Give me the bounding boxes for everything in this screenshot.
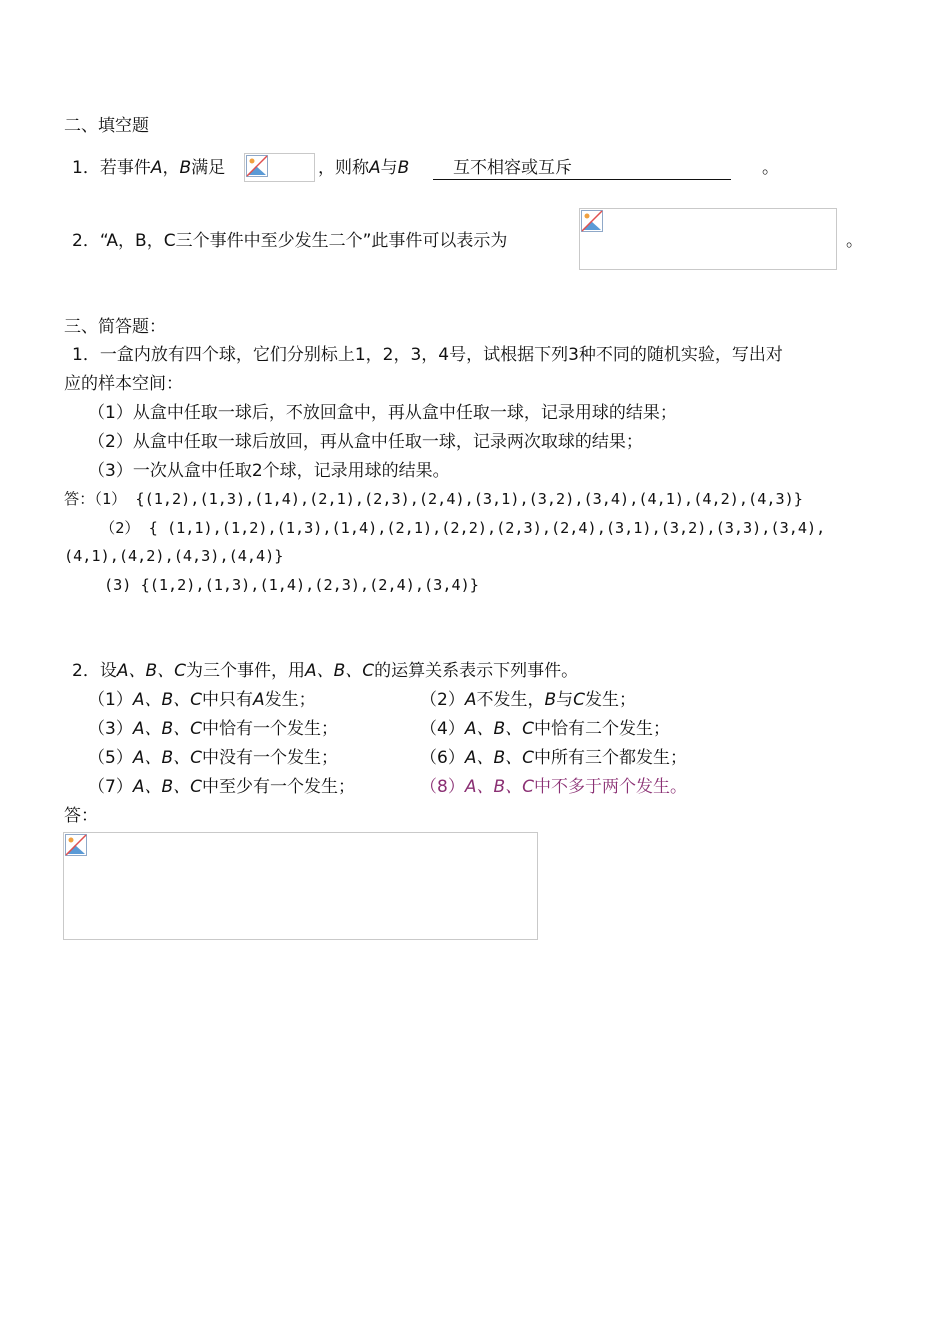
q1-with: 与 [380,158,398,178]
formula-image-answer [63,832,538,940]
q1-answer-blank [433,157,731,180]
q2-period: 。 [846,231,863,251]
event-vars: A、B、C [464,719,534,739]
section-heading-short-answer: 三、简答题： [64,317,166,337]
var-a: A [369,158,381,178]
item-text: 中只有 [202,690,253,710]
item-num: （3） [88,719,133,739]
comma: ， [162,158,180,178]
event-vars: A、B、C [132,748,202,768]
item-text: 不发生， [476,690,545,710]
s3-q2-item-7 [88,776,355,798]
item-tail: 与 [556,690,574,710]
s3-q2-intro [72,660,578,682]
s3-q1-answer-2a: （2） { (1,1),(1,2),(1,3),(1,4),(2,1),(2,2),(2,3),(2,4),(3,1),(3,2),(3,3),(3,4), [100,519,826,537]
item-num: （1） [88,690,133,710]
item-num: （7） [88,777,133,797]
s3-q2-item-5 [88,747,338,769]
event-vars: A、B、C [132,719,202,739]
section-heading-fill-blank: 二、填空题 [64,116,149,136]
q2-intro-suffix: 的运算关系表示下列事件。 [374,661,579,681]
item-num: （6） [420,748,465,768]
item-num: （2） [420,690,465,710]
event-vars: A、B、C [132,777,202,797]
broken-image-icon [65,834,87,856]
item-text: 中没有一个发生； [202,748,338,768]
s3-q2-item-1 [88,689,316,711]
q2-intro-prefix: 2．设 [72,661,117,681]
s3-q1-line2: 应的样本空间： [64,374,183,394]
item-num: （8） [420,777,465,797]
q1-after-box: ，则称 [318,158,369,178]
s3-q1-sub2: （2）从盒中任取一球后放回，再从盒中任取一球，记录两次取球的结果； [88,432,643,452]
event-vars: A、B、C [464,748,534,768]
item-num: （4） [420,719,465,739]
event-vars: A、B、C [305,661,375,681]
event-var: C [573,690,586,710]
broken-image-icon [246,155,268,177]
q1-prefix: 1．若事件 [72,158,151,178]
s3-q1-sub3: （3）一次从盒中任取2个球，记录用球的结果。 [88,461,450,481]
s3-q2-item-4 [420,718,670,740]
event-var: B [544,690,557,710]
s3-q1-sub1: （1）从盒中任取一球后，不放回盒中，再从盒中任取一球，记录用球的结果； [88,403,677,423]
item-text: 中恰有二个发生； [534,719,670,739]
s3-q1-answer-1: 答：（1） {(1,2),(1,3),(1,4),(2,1),(2,3),(2,4),(3,1),(3,2),(3,4),(4,1),(4,2),(4,3)} [64,490,803,508]
formula-image-q1 [244,153,315,182]
event-vars: A、B、C [464,777,534,797]
item-text: 中不多于两个发生。 [534,777,687,797]
q2-intro-mid: 为三个事件，用 [186,661,305,681]
s3-q1-line1: 1．一盒内放有四个球，它们分别标上1，2，3，4号，试根据下列3种不同的随机实验，写出对 [72,345,783,365]
q1-mid: 满足 [191,158,226,178]
question-1-fill-blank [72,157,225,179]
event-vars: A [464,690,477,710]
s3-q2-answer-label: 答： [64,806,98,826]
event-vars: A、B、C [132,690,202,710]
q1-period: 。 [762,158,779,178]
q1-answer: 互不相容或互斥 [433,157,731,180]
event-var: A [253,690,265,710]
var-a: A [150,158,163,178]
question-2-fill-blank: 2．“A，B，C三个事件中至少发生二个”此事件可以表示为 [72,231,508,251]
s3-q1-answer-3: (3) {(1,2),(1,3),(1,4),(2,3),(2,4),(3,4)} [104,576,479,594]
s3-q2-item-3 [88,718,338,740]
item-text: 中恰有一个发生； [202,719,338,739]
broken-image-icon [581,210,603,232]
item-num: （5） [88,748,133,768]
question-1-continuation [318,157,409,179]
var-b: B [179,158,192,178]
s3-q2-item-8 [420,776,687,798]
s3-q1-answer-2b: (4,1),(4,2),(4,3),(4,4)} [64,547,284,565]
formula-image-q2 [579,208,837,270]
item-tail: 发生； [585,690,637,710]
item-text: 中所有三个都发生； [534,748,687,768]
item-text: 中至少有一个发生； [202,777,355,797]
var-b: B [397,158,410,178]
s3-q2-item-6 [420,747,687,769]
s3-q2-item-2 [420,689,636,711]
item-tail: 发生； [264,690,316,710]
event-vars: A、B、C [116,661,186,681]
